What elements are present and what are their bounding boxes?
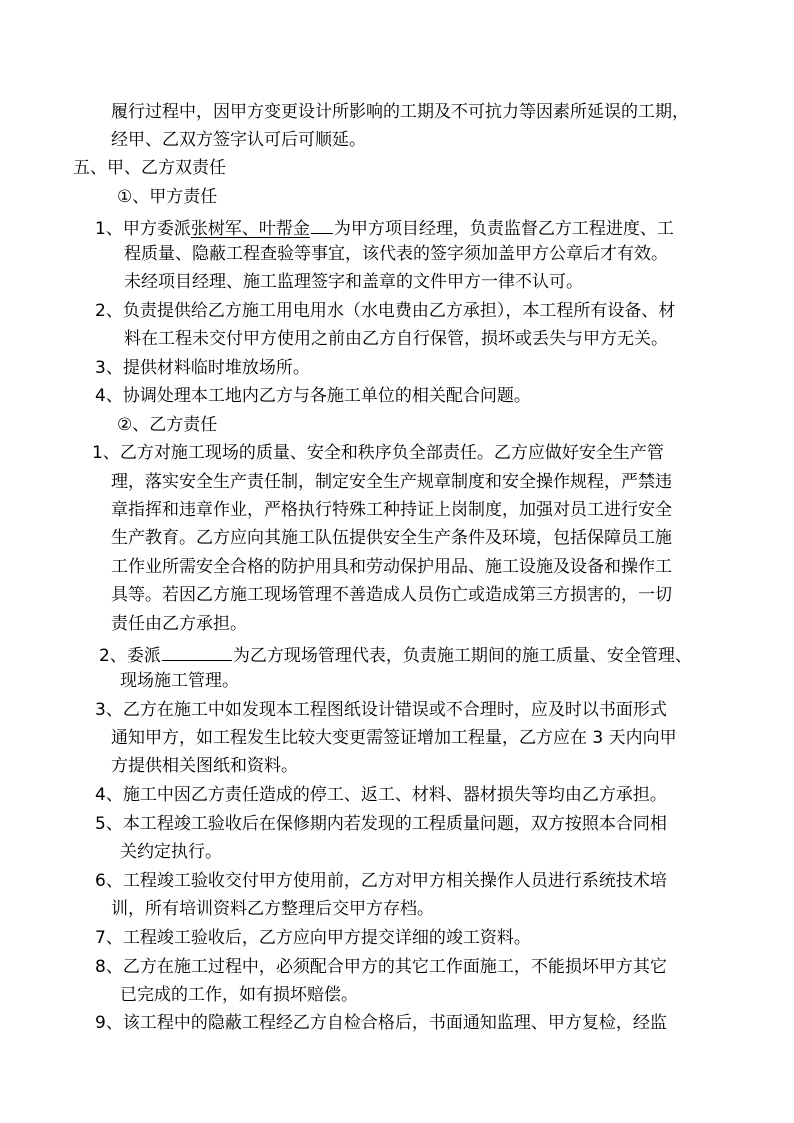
party-a-heading: ①、甲方责任 [117, 187, 218, 207]
paragraph-line: 现场施工管理。 [120, 671, 239, 691]
paragraph-line: 具等。若因乙方施工现场管理不善造成人员伤亡或造成第三方损害的，一切 [111, 585, 672, 605]
paragraph-line: 理，落实安全生产责任制，制定安全生产规章制度和安全操作规程，严禁违 [111, 472, 672, 492]
paragraph-line: 履行过程中，因甲方变更设计所影响的工期及不可抗力等因素所延误的工期， [111, 102, 689, 122]
item-text: 为乙方现场管理代表，负责施工期间的施工质量、安全管理、 [232, 646, 692, 666]
party-b-heading: ②、乙方责任 [117, 415, 218, 435]
section-title: 五、甲、乙方双责任 [73, 158, 226, 178]
party-a-item-3: 3、提供材料临时堆放场所。 [95, 358, 310, 378]
paragraph-line: 工作业所需安全合格的防护用具和劳动保护用品、施工设施及设备和操作工 [111, 557, 672, 577]
party-a-item-1 [95, 216, 674, 239]
manager-names: 张树军、叶帮金 [190, 219, 310, 239]
party-a-item-4: 4、协调处理本工地内乙方与各施工单位的相关配合问题。 [95, 386, 531, 406]
paragraph-line: 通知甲方，如工程发生比较大变更需签证增加工程量，乙方应在 3 天内向甲 [111, 728, 677, 748]
paragraph-line: 关约定执行。 [120, 842, 222, 862]
party-b-item-6: 6、工程竣工验收交付甲方使用前，乙方对甲方相关操作人员进行系统技术培 [95, 871, 667, 891]
party-b-item-7: 7、工程竣工验收后，乙方应向甲方提交详细的竣工资料。 [95, 928, 531, 948]
paragraph-line: 经甲、乙双方签字认可后可顺延。 [111, 130, 366, 150]
blank-underline [311, 216, 333, 234]
item-text: 2、委派 [99, 646, 161, 666]
paragraph-line: 料在工程未交付甲方使用之前由乙方自行保管，损坏或丢失与甲方无关。 [124, 329, 668, 349]
party-b-item-2 [99, 643, 692, 666]
paragraph-line: 生产教育。乙方应向其施工队伍提供安全生产条件及环境，包括保障员工施 [111, 528, 672, 548]
party-a-item-2: 2、负责提供给乙方施工用电用水（水电费由乙方承担），本工程所有设备、材 [95, 301, 676, 321]
party-b-item-9: 9、该工程中的隐蔽工程经乙方自检合格后，书面通知监理、甲方复检，经监 [95, 1013, 667, 1033]
party-b-item-5: 5、本工程竣工验收后在保修期内若发现的工程质量问题，双方按照本合同相 [95, 814, 667, 834]
party-b-item-8: 8、乙方在施工过程中，必须配合甲方的其它工作面施工，不能损坏甲方其它 [95, 957, 667, 977]
paragraph-line: 程质量、隐蔽工程查验等事宜，该代表的签字须加盖甲方公章后才有效。 [124, 244, 668, 264]
party-b-item-1: 1、乙方对施工现场的质量、安全和秩序负全部责任。乙方应做好安全生产管 [92, 443, 664, 463]
party-b-item-3: 3、乙方在施工中如发现本工程图纸设计错误或不合理时，应及时以书面形式 [95, 700, 667, 720]
paragraph-line: 训，所有培训资料乙方整理后交甲方存档。 [111, 899, 434, 919]
paragraph-line: 已完成的工作，如有损坏赔偿。 [120, 985, 358, 1005]
paragraph-line: 责任由乙方承担。 [111, 614, 247, 634]
party-b-item-4: 4、施工中因乙方责任造成的停工、返工、材料、器材损失等均由乙方承担。 [95, 785, 667, 805]
item-text: 1、甲方委派 [95, 219, 191, 239]
paragraph-line: 章指挥和违章作业，严格执行特殊工种持证上岗制度，加强对员工进行安全 [111, 500, 672, 520]
paragraph-line: 方提供相关图纸和资料。 [111, 756, 298, 776]
item-text: 为甲方项目经理，负责监督乙方工程进度、工 [333, 219, 674, 239]
blank-underline [162, 643, 232, 661]
paragraph-line: 未经项目经理、施工监理签字和盖章的文件甲方一律不认可。 [124, 272, 583, 292]
